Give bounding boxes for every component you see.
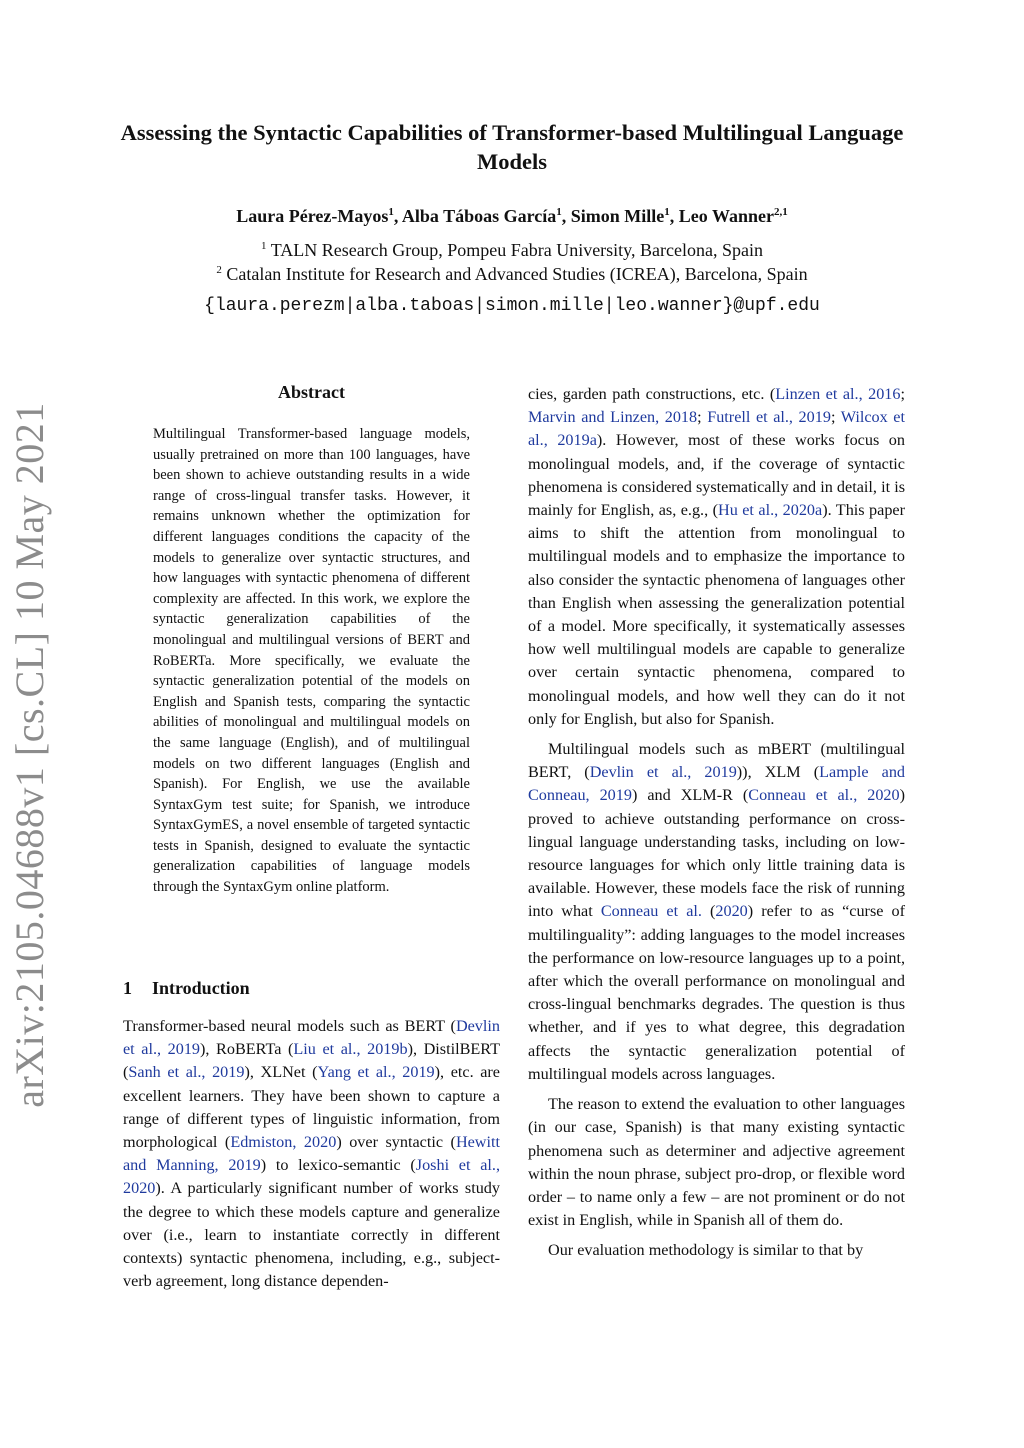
paper-title: Assessing the Syntactic Capabilities of Transformer-based Multilingual Language Models (120, 120, 904, 174)
author-affiliation-mark: 1 (556, 206, 562, 218)
arxiv-identifier-stamp: arXiv:2105.04688v1 [cs.CL] 10 May 2021 (7, 402, 52, 1108)
citation-link[interactable]: Devlin et al., 2019 (589, 763, 737, 782)
citation-link[interactable]: Yang et al., 2019 (317, 1063, 435, 1082)
author-list: Laura Pérez-Mayos$^1$, Alba Táboas García$^1$, Simon Mille$^1$, Leo Wanner$^{2,1}$ (236, 206, 788, 226)
body-text: ; (900, 385, 905, 403)
body-text: ) and XLM-R ( (631, 786, 749, 805)
author-affiliation-mark: 1 (664, 206, 670, 218)
body-text: Transformer-based neural models such as BERT ( (123, 1017, 456, 1035)
body-text: ), etc. are excellent learners. They have been shown to capture a range of different types of linguistic information, from morphological ( (123, 1063, 500, 1152)
citation-link[interactable]: Sanh et al., 2019 (128, 1063, 245, 1082)
citation-link[interactable]: Devlin et al., 2019 (123, 1017, 500, 1059)
intro-paragraph (528, 383, 905, 731)
citation-link[interactable]: Conneau et al. (600, 902, 702, 921)
body-text: ; (830, 408, 841, 427)
body-text: Our evaluation methodology is similar to that by (548, 1241, 864, 1260)
body-text: ( (701, 902, 716, 921)
affiliation-line (100, 240, 924, 261)
citation-link[interactable]: Futrell et al., 2019 (707, 408, 831, 427)
body-text: ), DistilBERT ( (123, 1040, 500, 1082)
body-text: )), XLM ( (736, 763, 820, 782)
author-name: Simon Mille (570, 206, 665, 226)
citation-link[interactable]: Liu et al., 2019b (293, 1040, 408, 1059)
intro-paragraph (528, 738, 905, 1086)
author-name: Laura Pérez-Mayos (236, 206, 389, 226)
citation-link[interactable]: 2020 (715, 902, 748, 921)
body-text: ), XLNet ( (244, 1063, 318, 1082)
intro-paragraph (528, 1239, 905, 1262)
affiliation-text: Catalan Institute for Research and Advanced Studies (ICREA), Barcelona, Spain (226, 264, 808, 284)
body-text: ). This paper aims to shift the attention from monolingual to multilingual models and to emphasize the importance to also consider the syntactic phenomena of languages other than English when assessing the generalization potential of a model. More specifically, it systematically assesses how well multilingual models are capable to generalize over certain syntactic phenomena, compared to monolingual models, and how well they can do it not only for English, but also for Spanish. (528, 501, 905, 728)
author-affiliation-mark: 2,1 (773, 206, 788, 218)
body-text: ) refer to as “curse of multilinguality”: adding languages to the model increases the performance on low-resource languages up to a point, after which the overall performance on monolingual and cross-lingual benchmarks degrades. The question is thus whether, and if yes to what degree, this degradation affects the syntactic generalization potential of multilingual models across languages. (528, 902, 905, 1083)
author-emails: {laura.perezm|alba.taboas|simon.mille|leo.wanner}@upf.edu (204, 296, 820, 316)
citation-link[interactable]: Hewitt and Manning, 2019 (123, 1133, 500, 1175)
affiliation-mark: 1 (261, 240, 267, 252)
body-text: The reason to extend the evaluation to other languages (in our case, Spanish) is that many existing syntactic phenomena such as determiner and adjective agreement within the noun phrase, subject pro-drop, or flexible word order – to name only a few – are not prominent or do not exist in English, while in Spanish all of them do. (528, 1095, 905, 1230)
author-name: Leo Wanner (678, 206, 774, 226)
body-text: cies, garden path constructions, etc. ( (528, 385, 776, 403)
body-text: ) proved to achieve outstanding performance on cross-lingual language understanding tasks, including on low-resource languages for which only little training data is available. However, these models face the risk of running into what (528, 786, 906, 921)
citation-link[interactable]: Wilcox et al., 2019a (528, 408, 905, 450)
citation-link[interactable]: Hu et al., 2020a (718, 501, 823, 520)
section-heading-introduction (123, 978, 250, 999)
intro-paragraph (528, 1093, 905, 1232)
body-text: ), RoBERTa ( (200, 1040, 294, 1059)
affiliation-line (100, 264, 924, 285)
citation-link[interactable]: Lample and Conneau, 2019 (528, 763, 906, 805)
citation-link[interactable]: Edmiston, 2020 (230, 1133, 337, 1152)
body-text: ) over syntactic ( (336, 1133, 456, 1152)
author-affiliation-mark: 1 (388, 206, 394, 218)
body-text: ) to lexico-semantic ( (260, 1156, 416, 1175)
citation-link[interactable]: Linzen et al., 2016 (775, 385, 901, 403)
body-text: ). However, most of these works focus on monolingual models, and, if the coverage of syntactic phenomena is considered systematically and in detail, it is mainly for English, as, e.g., ( (528, 431, 905, 520)
author-name: Alba Táboas García (401, 206, 557, 226)
abstract-body: Multilingual Transformer-based language models, usually pretrained on more than 100 languages, have been shown to achieve outstanding results in a wide range of cross-lingual transfer tasks. However, it remains unknown whether the optimization for different languages conditions the capacity of the models to generalize over syntactic structures, and how languages with syntactic phenomena of different complexity are affected. In this work, we explore the syntactic generalization capabilities of the monolingual and multilingual versions of BERT and RoBERTa. More specifically, we evaluate the syntactic generalization potential of the models on English and Spanish tests, comparing the syntactic abilities of monolingual and multilingual models on the same language (English), and of multilingual models on two different languages (English and Spanish). For English, we use the available SyntaxGym test suite; for Spanish, we introduce SyntaxGymES, a novel ensemble of targeted syntactic tests in Spanish, designed to evaluate the syntactic generalization capabilities of language models through the SyntaxGym online platform. (153, 426, 470, 896)
affiliation-mark: 2 (216, 264, 222, 276)
section-title: Introduction (152, 978, 250, 998)
body-text: ). A particularly significant number of works study the degree to which these models capture and generalize over (i.e., learn to instantiate correctly in different contexts) syntactic phenomena, including, e.g., subject-verb agreement, long distance dependen- (123, 1179, 500, 1291)
intro-paragraph-left (123, 1015, 500, 1293)
citation-link[interactable]: Conneau et al., 2020 (748, 786, 900, 805)
abstract-heading: Abstract (278, 382, 345, 402)
body-text: Multilingual models such as mBERT (multilingual BERT, ( (528, 740, 905, 782)
citation-link[interactable]: Marvin and Linzen, 2018 (528, 408, 698, 427)
citation-link[interactable]: Joshi et al., 2020 (123, 1156, 500, 1198)
intro-column-right (528, 383, 905, 1263)
section-number: 1 (123, 978, 132, 998)
affiliation-text: TALN Research Group, Pompeu Fabra University, Barcelona, Spain (270, 240, 763, 260)
body-text: ; (697, 408, 708, 427)
